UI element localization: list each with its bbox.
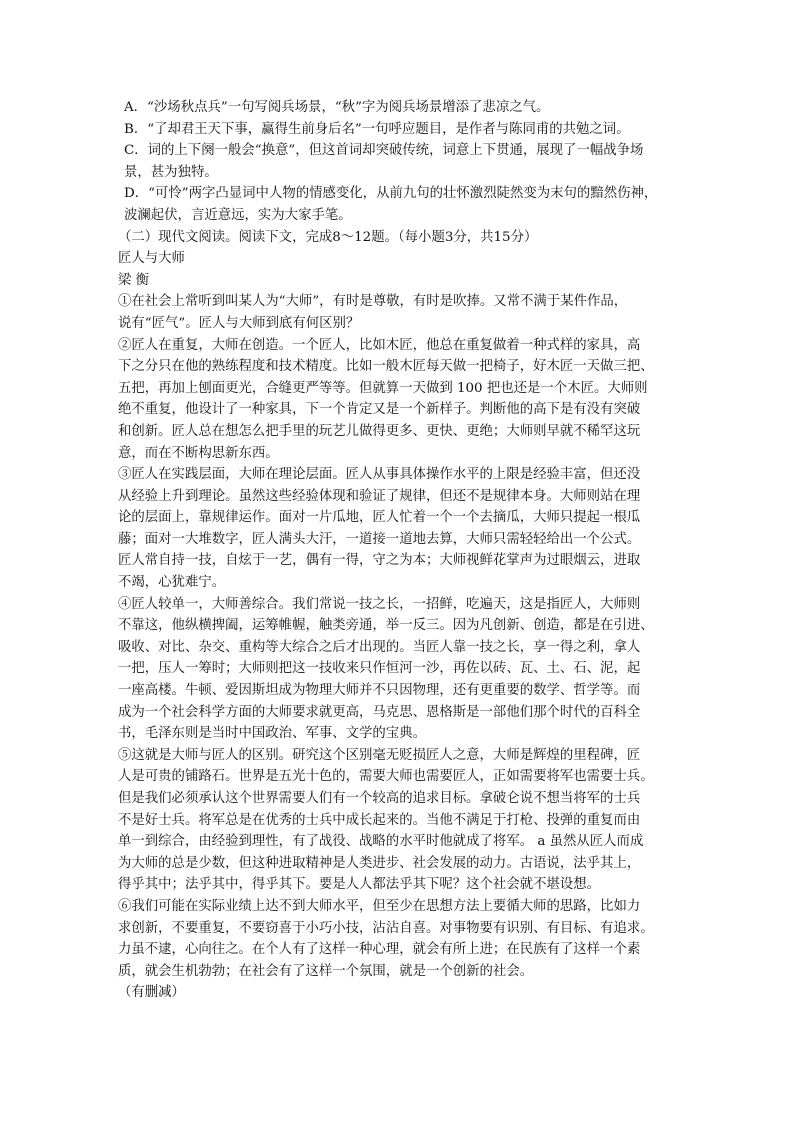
option-b bbox=[118, 119, 690, 141]
option-line: 景，甚为独特。 bbox=[124, 164, 218, 180]
paragraph-line: 书，毛泽东则是当时中国政治、军事、文学的宝典。 bbox=[118, 726, 426, 742]
paragraph-line: 质，就会生机勃勃；在社会有了这样一个氛围，就是一个创新的社会。 bbox=[118, 963, 534, 979]
paragraph-line: 下之分只在他的熟练程度和技术精度。比如一般木匠每天做一把椅子，好木匠一天做三把、 bbox=[118, 359, 654, 375]
option-d bbox=[118, 183, 690, 226]
option-c bbox=[118, 140, 690, 183]
paragraph-line: 说有“匠气”。匠人与大师到底有何区别？ bbox=[118, 315, 360, 331]
paragraph-line: 不靠这，他纵横捭阖，运筹帷幄，触类旁通，举一反三。因为凡创新、创造，都是在引进、 bbox=[118, 618, 654, 634]
paragraph-line: 但是我们必须承认这个世界需要人们有一个较高的追求目标。拿破仑说不想当将军的士兵 bbox=[118, 791, 641, 806]
paragraph-line: 为大师的总是少数，但这种进取精神是人类进步、社会发展的动力。古语说，法乎其上， bbox=[118, 855, 641, 871]
paragraph-line: 单一到综合，由经验到理性，有了战役、战略的水平时他就成了将军。 a 虽然从匠人而成 bbox=[118, 834, 644, 850]
paragraph-line: 不竭，心犹难宁。 bbox=[118, 575, 226, 591]
option-a bbox=[118, 97, 690, 119]
paragraph-line: 藤；面对一大堆数字，匠人满头大汗，一道接一道地去算，大师只需轻轻给出一个公式。 bbox=[118, 531, 641, 547]
paragraph-5 bbox=[118, 745, 690, 896]
paragraph-line: 人是可贵的铺路石。世界是五光十色的，需要大师也需要匠人，正如需要将军也需要士兵。 bbox=[118, 769, 654, 785]
paragraph-line: ③匠人在实践层面，大师在理论层面。匠人从事具体操作水平的上限是经验丰富，但还没 bbox=[118, 467, 641, 483]
paragraph-1 bbox=[118, 291, 690, 334]
document-page bbox=[118, 97, 690, 1004]
paragraph-line: 匠人常自持一技，自炫于一艺，偶有一得，守之为本；大师视鲜花掌声为过眼烟云，进取 bbox=[118, 553, 641, 569]
paragraph-line: 论的层面上，靠规律运作。面对一片瓜地，匠人忙着一个一个去摘瓜，大师只提起一根瓜 bbox=[118, 510, 641, 526]
paragraph-line: 力虽不逮，心向往之。在个人有了这样一种心理，就会有所上进；在民族有了这样一个素 bbox=[118, 942, 641, 958]
paragraph-2 bbox=[118, 335, 690, 465]
paragraph-line: 不是好士兵。将军总是在优秀的士兵中成长起来的。当他不满足于打枪、投弹的重复而由 bbox=[118, 812, 641, 828]
abridged-note: （有删减） bbox=[118, 985, 185, 1001]
paragraph-line: 求创新，不要重复，不要窃喜于小巧小技，沾沾自喜。对事物要有识别、有目标、有追求。 bbox=[118, 920, 654, 936]
paragraph-line: 吸收、对比、杂交、重构等大综合之后才出现的。当匠人靠一技之长，享一得之利，拿人 bbox=[118, 639, 641, 655]
paragraph-line: ④匠人较单一，大师善综合。我们常说一技之长，一招鲜，吃遍天，这是指匠人，大师则 bbox=[118, 596, 641, 612]
paragraph-3 bbox=[118, 464, 690, 594]
paragraph-line: ⑥我们可能在实际业绩上达不到大师水平，但至少在思想方法上要循大师的思路，比如力 bbox=[118, 898, 641, 914]
paragraph-line: 成为一个社会科学方面的大师要求就更高，马克思、恩格斯是一部他们那个时代的百科全 bbox=[118, 704, 641, 720]
paragraph-line: 得乎其中；法乎其中，得乎其下。要是人人都法乎其下呢？这个社会就不堪设想。 bbox=[118, 877, 601, 893]
paragraph-line: 从经验上升到理论。虽然这些经验体现和验证了规律，但还不是规律本身。大师则站在理 bbox=[118, 488, 641, 504]
article-title: 匠人与大师 bbox=[118, 251, 185, 267]
paragraph-line: 意，而在不断构思新东西。 bbox=[118, 445, 279, 461]
option-line: D．“可怜”两字凸显词中人物的情感变化，从前九句的壮怀激烈陡然变为末句的黯然伤神， bbox=[124, 186, 658, 202]
paragraph-line: 和创新。匠人总在想怎么把手里的玩艺儿做得更多、更快、更绝；大师则早就不稀罕这玩 bbox=[118, 423, 641, 439]
paragraph-line: 一把，压人一筹时；大师则把这一技收来只作恒河一沙，再佐以砖、瓦、土、石、泥，起 bbox=[118, 661, 641, 677]
paragraph-line: 绝不重复，他设计了一种家具，下一个肯定又是一个新样子。判断他的高下是有没有突破 bbox=[118, 402, 641, 418]
paragraph-line: ②匠人在重复，大师在创造。一个匠人，比如木匠，他总在重复做着一种式样的家具，高 bbox=[118, 337, 641, 353]
option-line: A．“沙场秋点兵”一句写阅兵场景，“秋”字为阅兵场景增添了悲凉之气。 bbox=[124, 100, 550, 115]
paragraph-line: ①在社会上常听到叫某人为“大师”，有时是尊敬，有时是吹捧。又常不满于某件作品， bbox=[118, 294, 628, 310]
option-line: C．词的上下阕一般会“换意”，但这首词却突破传统，词意上下贯通，展现了一幅战争场 bbox=[124, 143, 644, 159]
option-line: 波澜起伏，言近意远，实为大家手笔。 bbox=[124, 207, 352, 223]
paragraph-line: 一座高楼。牛顿、爱因斯坦成为物理大师并不只因物理，还有更重要的数学、哲学等。而 bbox=[118, 683, 641, 699]
paragraph-4 bbox=[118, 594, 690, 745]
paragraph-6 bbox=[118, 896, 690, 982]
paragraph-line: 五把，再加上刨面更光，合缝更严等等。但就算一天做到 100 把也还是一个木匠。大师则 bbox=[118, 380, 648, 396]
option-line: B．“了却君王天下事，赢得生前身后名”一句呼应题目，是作者与陈同甫的共勉之词。 bbox=[124, 121, 630, 137]
paragraph-line: ⑤这就是大师与匠人的区别。研究这个区别毫无贬损匠人之意，大师是辉煌的里程碑，匠 bbox=[118, 747, 641, 763]
article-author: 梁 衡 bbox=[118, 272, 150, 288]
section-heading: （二）现代文阅读。阅读下文，完成8～12题。（每小题3分，共15分） bbox=[118, 229, 538, 245]
